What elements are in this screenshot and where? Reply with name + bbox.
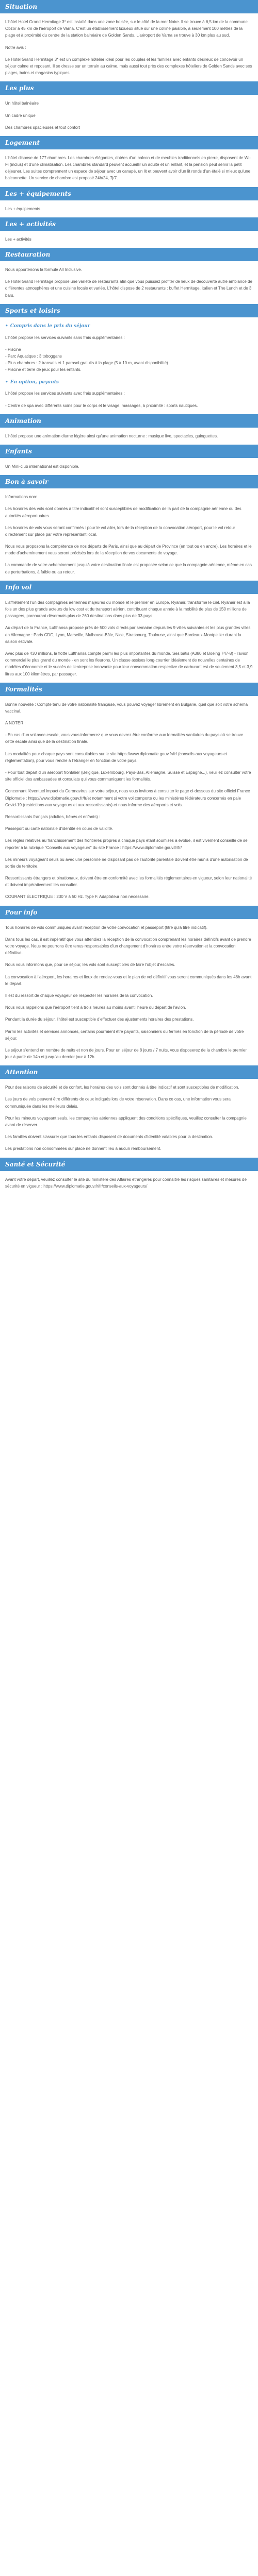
paragraph: Pour des raisons de sécurité et de confort, les horaires des vols sont donnés à titre indicatif et sont susceptibles de modification. xyxy=(5,1085,239,1090)
subsection-label: Compris dans le prix du séjour xyxy=(10,323,90,329)
paragraph: L'hôtel Hotel Grand Hermitage 3* est installé dans une zone boisée, sur le côté de la mer Noire. Il se trouve à 6,5 km de la commune Obzor à 45 km de l'aéroport de Varna. C'est un établissement luxueux situé sur une colline paisible, à seulement 100 mètres de la plage et à proximité du centre de la station balnéaire de Golden Sands. L'aéroport de Varna se trouve à 30 km plus au sud. xyxy=(5,20,248,38)
page xyxy=(0,0,258,1190)
paragraph: Notre avis : xyxy=(5,45,26,50)
bullet-icon: • xyxy=(5,379,8,385)
paragraph: - Piscine - Parc Aquatique : 3 toboggans - Plus chambres : 2 transats et 1 parasol gratuits à la plage (5 à 10 m, avant disponibilité) - Piscine et terre de jeux pour les enfants. xyxy=(5,347,168,372)
paragraph: Un hôtel balnéaire xyxy=(5,101,39,106)
paragraph: Passeport ou carte nationale d'identité en cours de validité. xyxy=(5,826,114,832)
paragraph: Les + équipements xyxy=(5,206,40,211)
section-title: Pour info xyxy=(0,906,258,919)
section-body xyxy=(0,701,258,901)
section-body xyxy=(0,323,258,409)
paragraph: Le Hotel Grand Hermitage propose une variété de restaurants afin que vous puissiez profiter de lieux de découverte autre ambiance de différentes atmosphères et une cuisine locale et variée. L'hôtel dispose de 2 restaurants : buffet Hermitage, italien et The Lunch et de 3 bars. xyxy=(5,279,252,298)
paragraph: Nous vous rappelons que l'aéroport tient à trois heures au moins avant l'heure du départ de l'avion. xyxy=(5,1005,186,1010)
paragraph: Bonne nouvelle : Compte tenu de votre nationalité française, vous pouvez voyager librement en Bulgarie, quel que soit votre schéma vaccinal. xyxy=(5,702,248,714)
section-body xyxy=(0,494,258,575)
paragraph: Ressortissants étrangers et binationaux, doivent être en conformité avec les formalités réglementaires en vigueur, selon leur nationalité et doivent impérativement les consulter. xyxy=(5,876,252,888)
paragraph: L'hôtel propose les services suivants sans frais supplémentaires : xyxy=(5,335,125,340)
section-title: Info vol xyxy=(0,581,258,594)
paragraph: Avant votre départ, veuillez consulter le site du ministère des Affaires étrangères pour connaître les risques sanitaires et mesures de sécurité en vigueur : https://www.diplomatie.gouv.fr/fr/conseils-aux-voyageurs/ xyxy=(5,1177,247,1189)
paragraph: Pour les mineurs voyageant seuls, les compagnies aériennes appliquent des conditions spécifiques, veuillez consulter la compagnie avant de réserver. xyxy=(5,1115,247,1127)
section-title: Sports et loisirs xyxy=(0,304,258,317)
paragraph: Informations non: xyxy=(5,495,37,500)
section-body xyxy=(0,236,258,243)
subsection-title xyxy=(5,379,253,386)
paragraph: Nous vous proposons la compétence de nos départs de Paris, ainsi que au départ de Province (en tout ou en ancre). Les horaires et le mode d'acheminement vous seront précisés lors de la réception de vos documents de voyage. xyxy=(5,544,252,556)
paragraph: Nous vous informons que, pour ce séjour, les vols sont susceptibles de faire l'objet d'escales. xyxy=(5,962,175,968)
section-title: Restauration xyxy=(0,248,258,261)
section-title: Bon à savoir xyxy=(0,475,258,488)
paragraph: Ressortissants français (adultes, bébés et enfants) : xyxy=(5,814,101,819)
section-title: Attention xyxy=(0,1065,258,1079)
paragraph: Avec plus de 430 millions, la flotte Lufthansa compte parmi les plus importantes du monde. Ses bâtis (A380 et Boeing 747-8) - l'avion commercial le plus grand du monde - en sont les fleurons. Un classe assises long-courrier idéalement de nouvelles centaines de modèles d'économie et le succès de l'entreprise innovante pour leur consommation respective de carburant est de seulement 3,5 et 3,9 litres aux 100 kilomètres, par passager. xyxy=(5,651,253,676)
paragraph: Tous horaires de vols communiqués avant réception de votre convocation et passeport (titre qu'à titre indicatif). xyxy=(5,925,207,930)
paragraph: Parmi les activités et services annoncés, certains pourraient être payants, saisonniers ou fermés en fonction de la période de votre séjour. xyxy=(5,1029,244,1041)
paragraph: Les modalités pour chaque pays sont consultables sur le site https://www.diplomatie.gouv.fr/fr/ (conseils aux voyageurs et réglementation), pour vous rendre à l'étranger en fonction de votre pays. xyxy=(5,751,227,763)
section-body xyxy=(0,463,258,470)
section-body xyxy=(0,1176,258,1190)
section-title: Les plus xyxy=(0,81,258,95)
paragraph: COURANT ÉLECTRIQUE : 230 V à 50 Hz. Type F. Adaptateur non nécessaire. xyxy=(5,894,150,900)
paragraph: L'hôtel propose les services suivants avec frais supplémentaires : xyxy=(5,391,125,396)
bullet-icon: • xyxy=(5,323,8,329)
section-title: Santé et Sécurité xyxy=(0,1158,258,1171)
paragraph: Les + activités xyxy=(5,236,31,242)
paragraph: - En cas d'un vol avec escale, vous vous informerez que vous devrez être conforme aux formalités sanitaires du pays où se trouve cette escale ainsi que de la destination finale. xyxy=(5,733,244,744)
section-body xyxy=(0,433,258,439)
subsection-label: En option, payants xyxy=(10,379,59,385)
section-body xyxy=(0,100,258,131)
paragraph: Les familles doivent s'assurer que tous les enfants disposent de documents d'identité valables pour la destination. xyxy=(5,1134,213,1140)
paragraph: Un Mini-club international est disponible. xyxy=(5,464,79,469)
paragraph: La commande de votre acheminement jusqu'à votre destination finale est proposée selon ce que la compagnie aérienne, même en cas de perturbations, à faible ou au retour. xyxy=(5,563,252,574)
paragraph: Concernant l'éventuel impact du Coronavirus sur votre séjour, nous vous invitons à consulter le page ci-dessous du site officiel France Diplomatie : https://www.diplomatie.gouv.fr/fr/et notamment si votre vol comporte ou les ministères fédérateurs concernés en pale Covid-19 (restrictions aux voyageurs et aux ressortissants) et nous informe des aéroports et vols. xyxy=(5,789,250,807)
paragraph: Les horaires des vols sont donnés à titre indicatif et sont susceptibles de modification de la part de la compagnie aérienne ou des autorités aéroportuaires. xyxy=(5,506,241,518)
paragraph: A NOTER : xyxy=(5,721,26,726)
section-title: Animation xyxy=(0,414,258,428)
section-title: Situation xyxy=(0,0,258,13)
paragraph: Les prestations non consommées sur place ne donnent lieu à aucun remboursement. xyxy=(5,1146,162,1151)
paragraph: Les règles relatives au franchissement des frontières propres à chaque pays étant soumises à évolue, il est vivement conseillé de se reporter à la rubrique "Conseils aux voyageurs" du site France : https://www.diplomatie.gouv.fr/fr/ xyxy=(5,838,248,850)
paragraph: La convocation à l'aéroport, les horaires et lieux de rendez-vous et le plan de vol définitif vous seront communiqués dans les 48h avant le départ. xyxy=(5,974,252,986)
paragraph: Des chambres spacieuses et tout confort xyxy=(5,125,80,130)
section-title: Logement xyxy=(0,136,258,149)
section-body xyxy=(0,1084,258,1152)
paragraph: Pendant la durée du séjour, l'hôtel est susceptible d'effectuer des ajustements horaires des prestations. xyxy=(5,1017,194,1022)
paragraph: L'hôtel dispose de 177 chambres. Les chambres élégantes, dotées d'un balcon et de meubles traditionnels en pierre, disposent de Wi-Fi (inclus) et d'une climatisation. Les chambres standard peuvent accueillir un adulte et un enfant, et la pension peut servir la petit déjeuner. Les suites comprennent un espace de séjour avec un canapé, un lit et peuvent avoir d'un lit ronds d'un étalé si mieux qu'une balconnette. Un service de chambre est proposé 24h/24, 7j/7. xyxy=(5,155,251,181)
subsection-title xyxy=(5,323,253,330)
paragraph: Le Hotel Grand Hermitage 3* est un complexe hôtelier idéal pour les couples et les familles avec enfants désireux de concevoir un séjour calme et reposant. Il se dresse sur un terrain au calme, mais aussi tout près des complexes hôteliers de Golden Sands avec ses plages, bains et magasins typiques. xyxy=(5,57,252,76)
section-body xyxy=(0,924,258,1061)
paragraph: Nous apportenons la formule All Inclusive. xyxy=(5,267,82,272)
section-title: Formalités xyxy=(0,683,258,696)
section-title: Enfants xyxy=(0,445,258,458)
paragraph: Il est du ressort de chaque voyageur de respecter les horaires de la convocation. xyxy=(5,993,153,998)
paragraph: Les horaires de vols vous seront confirmés : pour le vol aller, lors de la réception de la convocation aéroport, pour le vol retour directement sur place par votre représentant local. xyxy=(5,525,235,537)
paragraph: - Pour tout départ d'un aéroport frontalier (Belgique, Luxembourg, Pays-Bas, Allemagne, Suisse et Espagne...), veuillez consulter votre site officiel des ambassades et consulats qui vous communiquent les formalités. xyxy=(5,770,251,782)
section-body xyxy=(0,206,258,212)
paragraph: L'affrètement l'un des compagnies aériennes majeures du monde et le premier en Europe, Ryanair, transforme le ciel. Ryanair est à la fois un des plus grands acteurs du low cost et du transport aérien, contribuant chaque année à la mobilité de plus de 150 millions de passagers, parcourant désormais plus de 260 destinations dans plus de 33 pays. xyxy=(5,600,250,619)
paragraph: - Centre de spa avec différents soins pour le corps et le visage, massages, à proximité : sports nautiques. xyxy=(5,403,198,408)
paragraph: Les jours de vols peuvent être différents de ceux indiqués lors de votre réservation. Dans ce cas, une information vous sera communiquée dans les meilleurs délais. xyxy=(5,1097,231,1109)
paragraph: Au départ de la France, Lufthansa propose près de 500 vols directs par semaine depuis les 9 villes suivantes et les plus grandes villes en Allemagne : Paris CDG, Lyon, Marseille, Mulhouse-Bâle, Nice, Strasbourg, Toulouse, ainsi que Bordeaux-Montpellier durant la saison estivale. xyxy=(5,625,251,644)
paragraph: Dans tous les cas, il est impératif que vous attendiez la réception de la convocation comprenant les horaires définitifs avant de prendre votre voyage. Nous ne pourrons être tenus responsables d'un changement d'horaires entre votre réservation et la convocation définitive. xyxy=(5,937,251,956)
section-body xyxy=(0,599,258,677)
section-title: Les + équipements xyxy=(0,187,258,200)
paragraph: Les mineurs voyageant seuls ou avec une personne ne disposant pas de l'autorité parentale doivent être munis d'une autorisation de sortie de territoire. xyxy=(5,857,248,869)
paragraph: L'hôtel propose une animation diurne légère ainsi qu'une animation nocturne : musique live, spectacles, guinguettes. xyxy=(5,433,218,438)
paragraph: Le séjour s'entend en nombre de nuits et non de jours. Pour un séjour de 8 jours / 7 nuits, vous disposerez de la chambre le premier jour à partir de 14h et jusqu'au dernier jour à 12h. xyxy=(5,1047,247,1060)
section-body xyxy=(0,155,258,182)
paragraph: Un cadre unique xyxy=(5,113,36,118)
section-body xyxy=(0,266,258,299)
section-body xyxy=(0,19,258,76)
section-title: Les + activités xyxy=(0,217,258,231)
